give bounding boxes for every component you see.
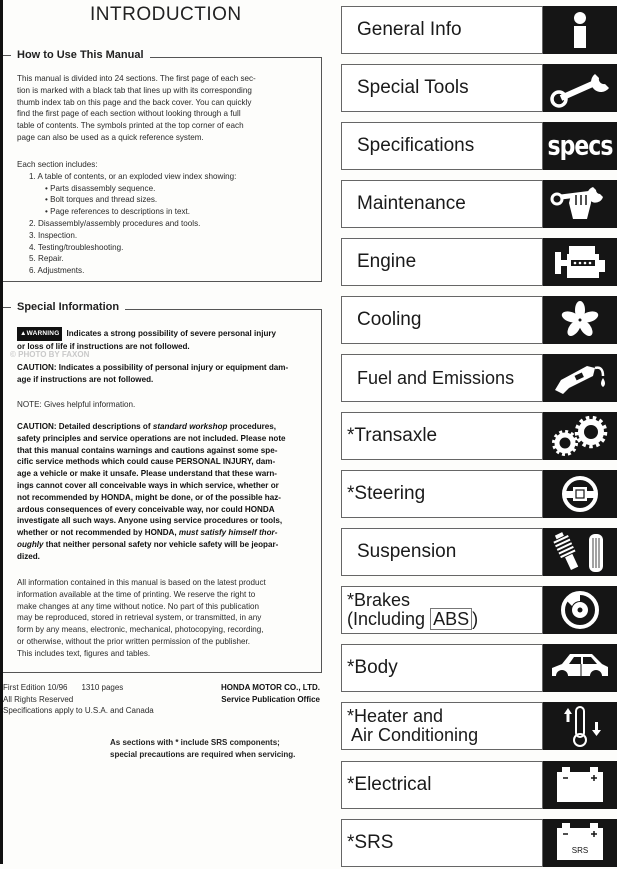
text-line: table of contents. The symbols printed at the top corner of each — [17, 121, 244, 131]
text-line: investigate all such ways. Anyone using service procedures or tools, — [17, 516, 283, 526]
list-item: 5. Repair. — [29, 254, 64, 264]
abs-badge: ABS — [430, 608, 472, 630]
special-info-heading-text: Special Information — [17, 301, 120, 313]
edition-info — [3, 682, 154, 717]
tab-fuel-and-emissions[interactable] — [341, 354, 617, 404]
tab-label: Cooling — [341, 296, 543, 344]
thermometer-icon — [543, 702, 617, 750]
tab-label: General Info — [341, 6, 543, 54]
edition-text: First Edition 10/96 — [3, 683, 68, 692]
tab-cooling[interactable] — [341, 296, 617, 346]
tab-maintenance[interactable] — [341, 180, 617, 230]
tab-brakes[interactable] — [341, 586, 617, 636]
list-item: • Parts disassembly sequence. — [45, 183, 156, 193]
fan-icon — [543, 296, 617, 344]
tab-label-line: Air Conditioning — [347, 725, 479, 745]
text-line: safety principles and service operations are not included. Please note — [17, 433, 286, 443]
tab-specifications[interactable] — [341, 122, 617, 172]
text-line: All information contained in this manual is based on the latest product — [17, 578, 266, 587]
caution-paragraph — [17, 362, 315, 386]
battery-icon — [543, 761, 617, 809]
text-line: form by any means, electronic, mechanical, photocopying, recording, — [17, 625, 264, 635]
list-item: 3. Inspection. — [29, 230, 78, 240]
how-to-use-heading-text: How to Use This Manual — [17, 49, 144, 61]
tab-label — [341, 702, 543, 750]
text-line: make changes at any time without notice. No part of this publication — [17, 601, 260, 611]
how-to-use-box — [3, 49, 322, 282]
tab-body[interactable] — [341, 644, 617, 694]
text-line: may be reproduced, stored in retrieval system, or transmitted, in any — [17, 613, 262, 623]
tab-label-line: *Heater and — [347, 706, 444, 726]
photo-watermark: © PHOTO BY FAXON — [10, 350, 90, 359]
text-line: cific service methods which could cause PERSONAL INJURY, dam- — [17, 457, 276, 467]
text-line: page can also be used as a quick reference system. — [17, 132, 204, 142]
how-to-use-heading — [3, 49, 150, 61]
text-span: must satisfy himself thor- — [178, 528, 278, 538]
specs-apply-text: Specifications apply to U.S.A. and Canada — [3, 706, 154, 715]
text-line — [17, 527, 315, 539]
text-line: ardous consequences of every conceivable way, nor could HONDA — [17, 504, 275, 514]
legend-dash — [3, 307, 11, 308]
hand-wrench-icon — [543, 180, 617, 228]
list-item: 1. A table of contents, or an exploded view index showing: — [29, 171, 237, 181]
tab-special-tools[interactable] — [341, 64, 617, 114]
tab-electrical[interactable] — [341, 761, 617, 811]
text-line: age if instructions are not followed. — [17, 374, 154, 384]
tab-label: Suspension — [341, 528, 543, 576]
page-title: INTRODUCTION — [90, 4, 242, 25]
tab-heater-and-air-conditioning[interactable] — [341, 702, 617, 752]
list-item: • Bolt torques and thread sizes. — [45, 195, 158, 205]
text-line: dized. — [17, 551, 40, 561]
tab-label: *SRS — [341, 819, 543, 867]
tab-label: *Steering — [341, 470, 543, 518]
text-span: whether or not recommended by HONDA, — [17, 528, 179, 538]
tab-label: Special Tools — [341, 64, 543, 112]
how-to-use-intro — [17, 73, 315, 144]
info-icon — [543, 6, 617, 54]
tab-label: Specifications — [341, 122, 543, 170]
text-line: CAUTION: Indicates a possibility of personal injury or equipment dam- — [17, 363, 289, 372]
section-includes-list — [17, 159, 236, 277]
list-item: • Page references to descriptions in text. — [45, 207, 190, 217]
steering-wheel-icon — [543, 470, 617, 518]
text-span: that neither personal safety nor vehicle safety will be jeopar- — [43, 539, 279, 549]
specs-icon — [543, 122, 617, 170]
warning-paragraph — [17, 327, 315, 353]
tab-label: Maintenance — [341, 180, 543, 228]
text-line: ings cannot cover all conceivable ways in which service, whether or — [17, 480, 279, 490]
engine-icon — [543, 238, 617, 286]
text-span: procedures, — [227, 422, 277, 431]
text-span: CAUTION: Detailed descriptions of — [17, 422, 153, 431]
text-line: information available at the time of printing. We reserve the right to — [17, 589, 256, 599]
tab-label — [341, 586, 543, 634]
text-span: (Including — [347, 609, 431, 629]
gears-icon — [543, 412, 617, 460]
tab-steering[interactable] — [341, 470, 617, 520]
text-span: ) — [472, 609, 479, 629]
text-line: find the first page of each section without looking through a full — [17, 109, 241, 119]
text-line: This manual is divided into 24 sections. The first page of each sec- — [17, 74, 256, 83]
note-paragraph: NOTE: Gives helpful information. — [17, 400, 136, 409]
fuel-nozzle-icon — [543, 354, 617, 402]
brake-disc-icon — [543, 586, 617, 634]
list-item: 4. Testing/troubleshooting. — [29, 242, 124, 252]
text-line: thumb index tab on this page and the back cover. You can quickly — [17, 97, 252, 107]
text-span: oughly — [17, 539, 44, 549]
wrench-icon — [543, 64, 617, 112]
specs-icon-text: specs — [547, 131, 613, 161]
car-body-icon — [543, 644, 617, 692]
tab-suspension[interactable] — [341, 528, 617, 578]
publisher-name: HONDA MOTOR CO., LTD. — [221, 683, 320, 692]
tab-srs[interactable] — [341, 819, 617, 869]
tab-general-info[interactable] — [341, 6, 617, 56]
text-line: As sections with * include SRS components; — [110, 738, 280, 747]
srs-battery-icon — [543, 819, 617, 867]
publisher-office: Service Publication Office — [221, 694, 320, 704]
caution-detail-paragraph — [17, 421, 315, 563]
text-span: standard workshop — [152, 422, 228, 431]
text-line: age a vehicle or make it unsafe. Please understand that these warn- — [17, 469, 277, 479]
text-line: tion is marked with a black tab that lines up with its corresponding — [17, 85, 252, 95]
text-line: that this manual contains warnings and cautions against some spe- — [17, 445, 278, 455]
tab-label: *Electrical — [341, 761, 543, 809]
text-line: not recommended by HONDA, might be done, or of the possible haz- — [17, 492, 281, 502]
list-item: 6. Adjustments. — [29, 266, 85, 276]
rights-text: All Rights Reserved — [3, 694, 74, 704]
tab-label: *Body — [341, 644, 543, 692]
text-line: This includes text, figures and tables. — [17, 648, 151, 658]
text-line — [3, 682, 154, 694]
text-line — [17, 539, 315, 551]
text-line: or otherwise, without the prior written permission of the publisher. — [17, 636, 251, 646]
tab-engine[interactable] — [341, 238, 617, 288]
warning-badge: ▲WARNING — [17, 327, 62, 341]
warning-text: Indicates a strong possibility of severe personal injury — [66, 329, 277, 338]
includes-label: Each section includes: — [17, 160, 98, 169]
tab-label: Fuel and Emissions — [341, 354, 543, 402]
disclaimer-paragraph — [17, 577, 315, 660]
text-line: special precautions are required when servicing. — [110, 749, 296, 759]
tab-label-line: *Brakes — [347, 590, 411, 610]
srs-icon-text: SRS — [571, 846, 589, 855]
text-line: or loss of life if instructions are not followed. — [17, 341, 190, 351]
tab-transaxle[interactable] — [341, 412, 617, 462]
tab-label: Engine — [341, 238, 543, 286]
shock-tire-icon — [543, 528, 617, 576]
list-item: 2. Disassembly/assembly procedures and tools. — [29, 218, 201, 228]
text-line — [17, 421, 315, 433]
special-info-heading — [3, 301, 125, 313]
page-count: 1310 pages — [81, 683, 124, 692]
publisher-info — [180, 682, 320, 705]
tab-label-line — [347, 610, 542, 629]
legend-dash — [3, 55, 11, 56]
tab-label: *Transaxle — [341, 412, 543, 460]
special-info-box — [3, 301, 322, 673]
text-line — [17, 327, 315, 341]
srs-note — [110, 737, 295, 760]
